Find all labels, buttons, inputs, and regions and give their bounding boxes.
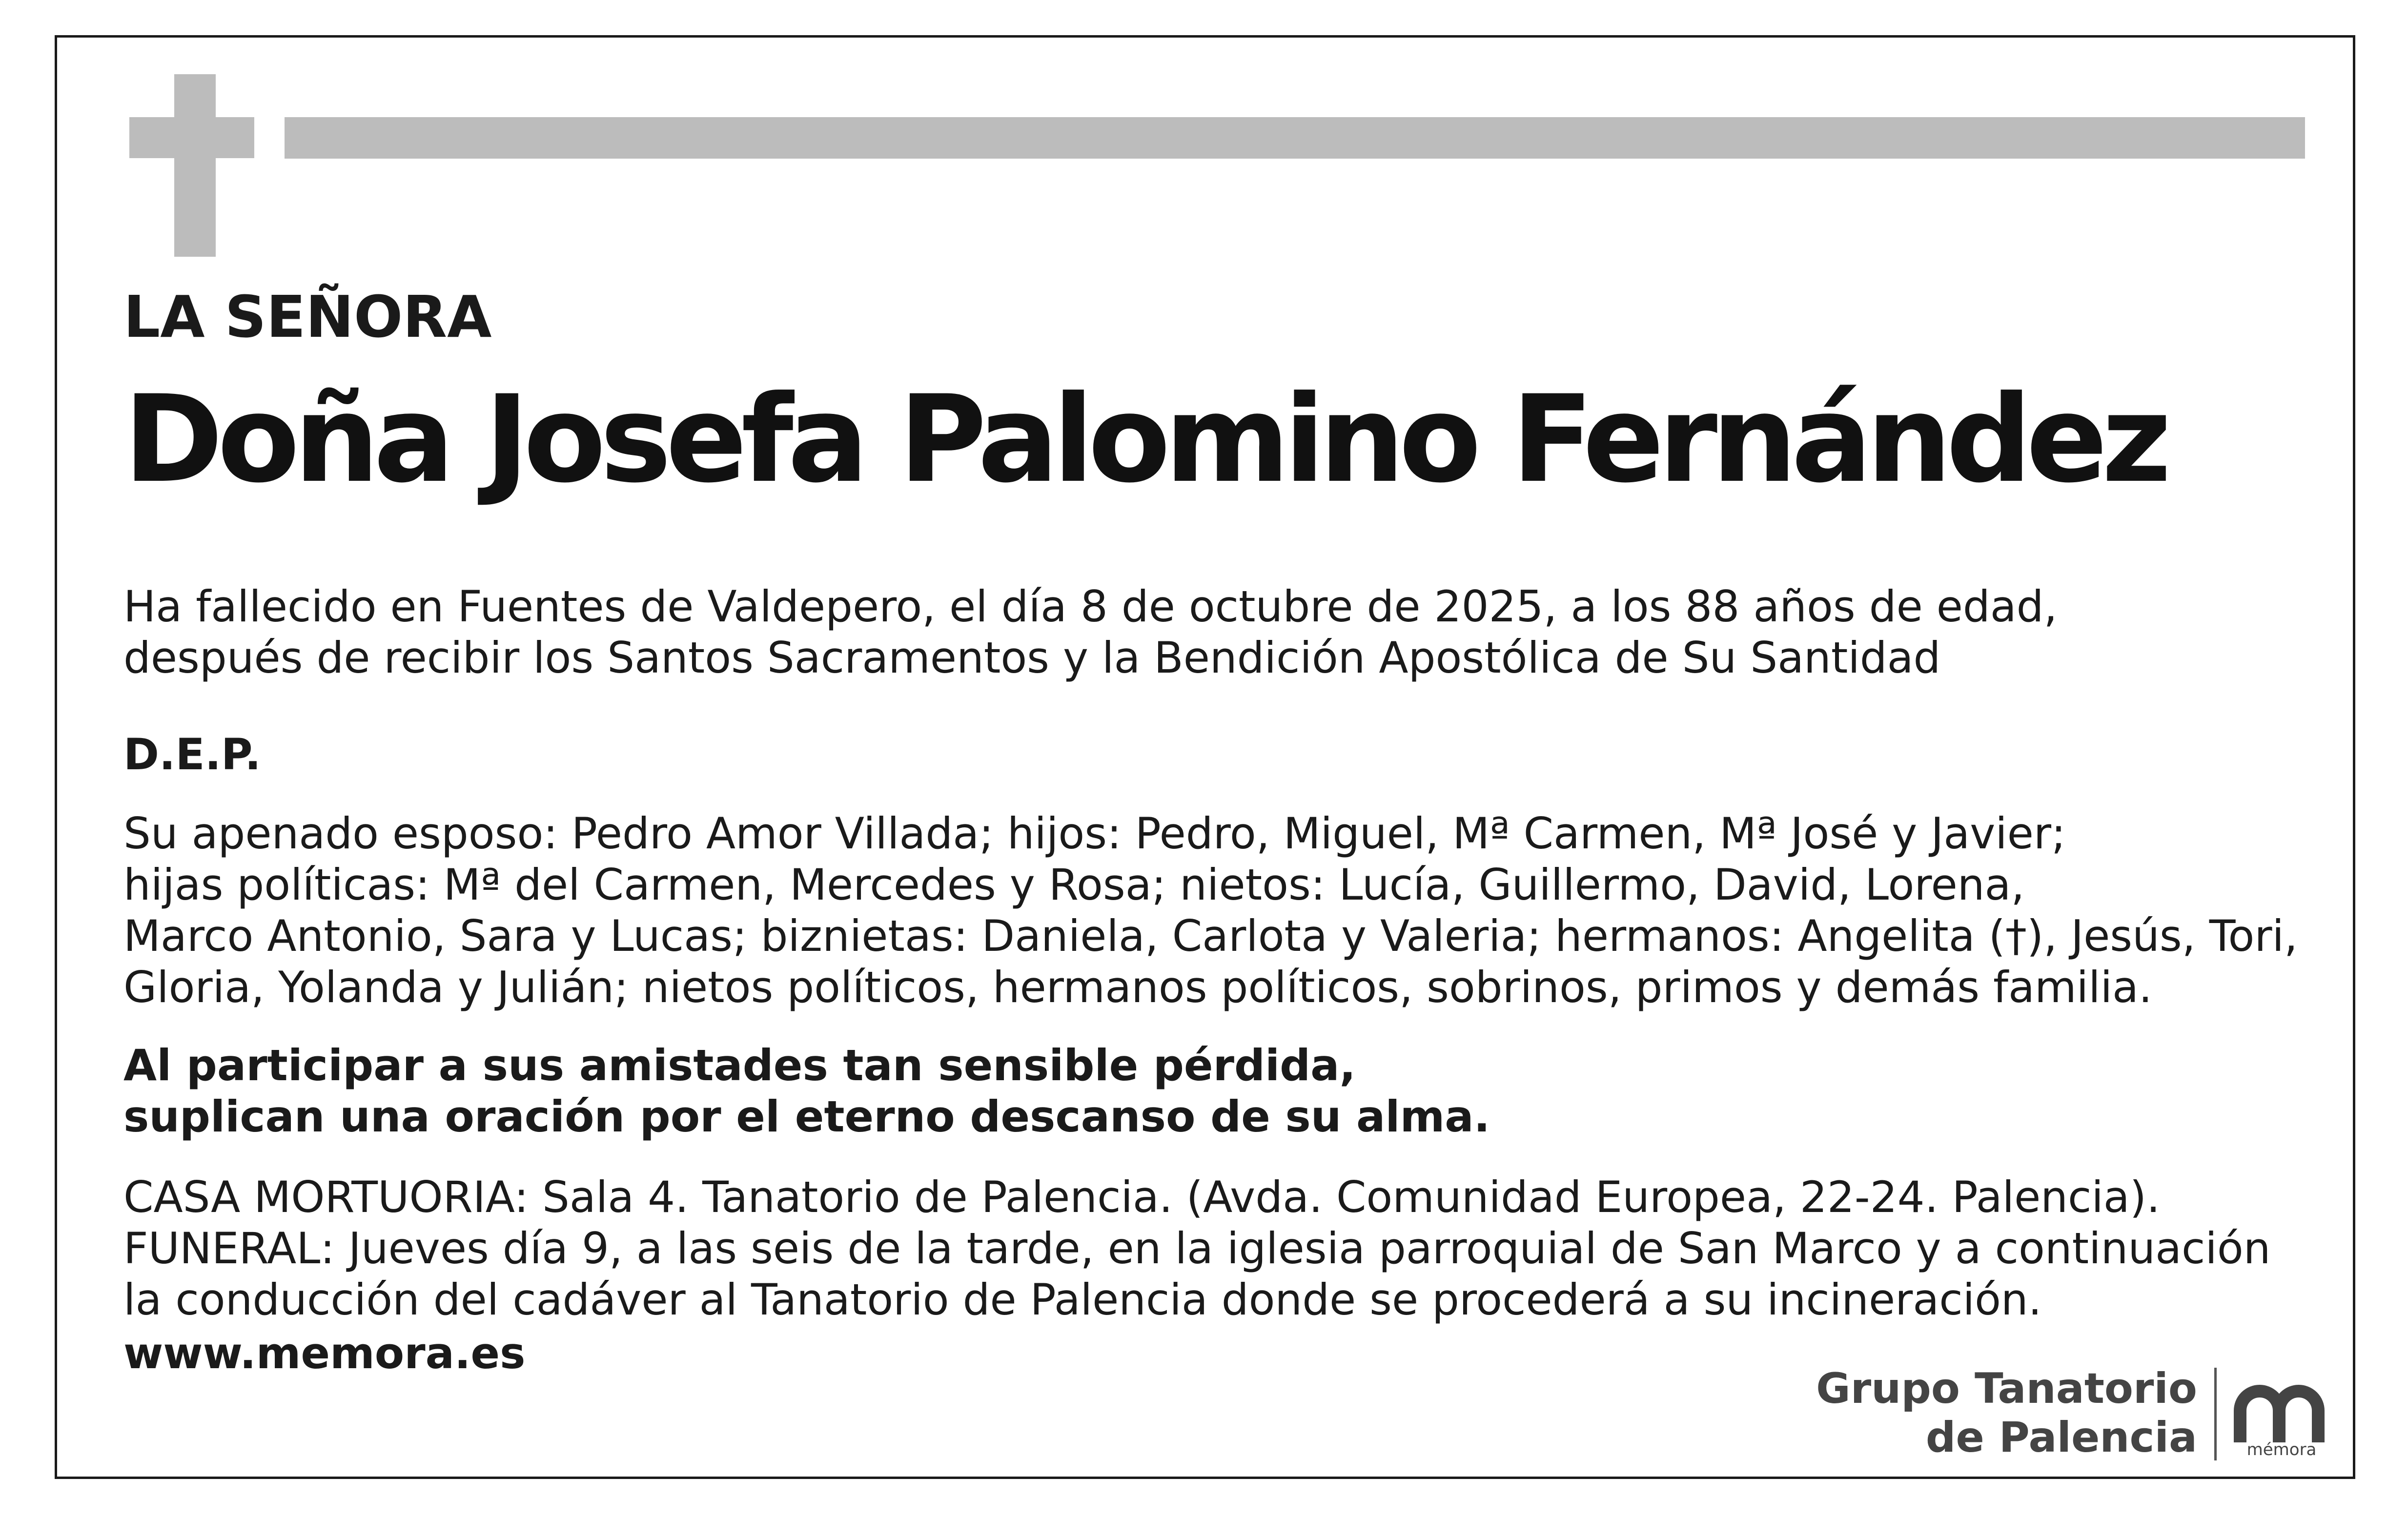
- death-announcement: [123, 581, 2057, 683]
- deceased-title: LA SEÑORA: [123, 283, 492, 350]
- death-announcement-line: después de recibir los Santos Sacramentos y la Bendición Apostólica de Su Santidad: [123, 633, 1941, 683]
- deceased-name: Doña Josefa Palomino Fernández: [123, 370, 2166, 510]
- details-line: CASA MORTUORIA: Sala 4. Tanatorio de Palencia. (Avda. Comunidad Europea, 22-24. Palencia).: [123, 1172, 2161, 1222]
- website-link[interactable]: www.memora.es: [123, 1328, 526, 1378]
- funeral-home-line: de Palencia: [1925, 1413, 2197, 1462]
- funeral-home-line: Grupo Tanatorio: [1816, 1364, 2197, 1413]
- prayer-line: suplican una oración por el eterno descanso de su alma.: [123, 1091, 1490, 1142]
- family-line: hijas políticas: Mª del Carmen, Mercedes y Rosa; nietos: Lucía, Guillermo, David, Lorena,: [123, 860, 2025, 910]
- memora-m-logo-icon: [2230, 1381, 2333, 1445]
- header-rule: [285, 117, 2305, 159]
- family-line: Su apenado esposo: Pedro Amor Villada; hijos: Pedro, Miguel, Mª Carmen, Mª José y Javier;: [123, 808, 2066, 859]
- prayer-request: [123, 1040, 1490, 1142]
- funeral-home-name: [1816, 1364, 2197, 1462]
- funeral-details: [123, 1171, 2270, 1325]
- cross-vertical-bar: [174, 74, 216, 257]
- rest-in-peace: D.E.P.: [123, 729, 261, 780]
- prayer-line: Al participar a sus amistades tan sensible pérdida,: [123, 1040, 1356, 1090]
- family-list: [123, 808, 2298, 1013]
- death-announcement-line: Ha fallecido en Fuentes de Valdepero, el día 8 de octubre de 2025, a los 88 años de edad,: [123, 581, 2058, 632]
- logo-divider: [2214, 1368, 2217, 1460]
- brand-wordmark: mémora: [2246, 1440, 2317, 1459]
- details-line: FUNERAL: Jueves día 9, a las seis de la tarde, en la iglesia parroquial de San Marco y a continuación: [123, 1223, 2271, 1274]
- cross-horizontal-bar: [129, 117, 254, 158]
- family-line: Marco Antonio, Sara y Lucas; biznietas: Daniela, Carlota y Valeria; hermanos: Angelita (†), Jesús, Tori,: [123, 911, 2298, 961]
- details-line: la conducción del cadáver al Tanatorio de Palencia donde se procederá a su incineración.: [123, 1274, 2042, 1325]
- family-line: Gloria, Yolanda y Julián; nietos políticos, hermanos políticos, sobrinos, primos y demás familia.: [123, 962, 2152, 1012]
